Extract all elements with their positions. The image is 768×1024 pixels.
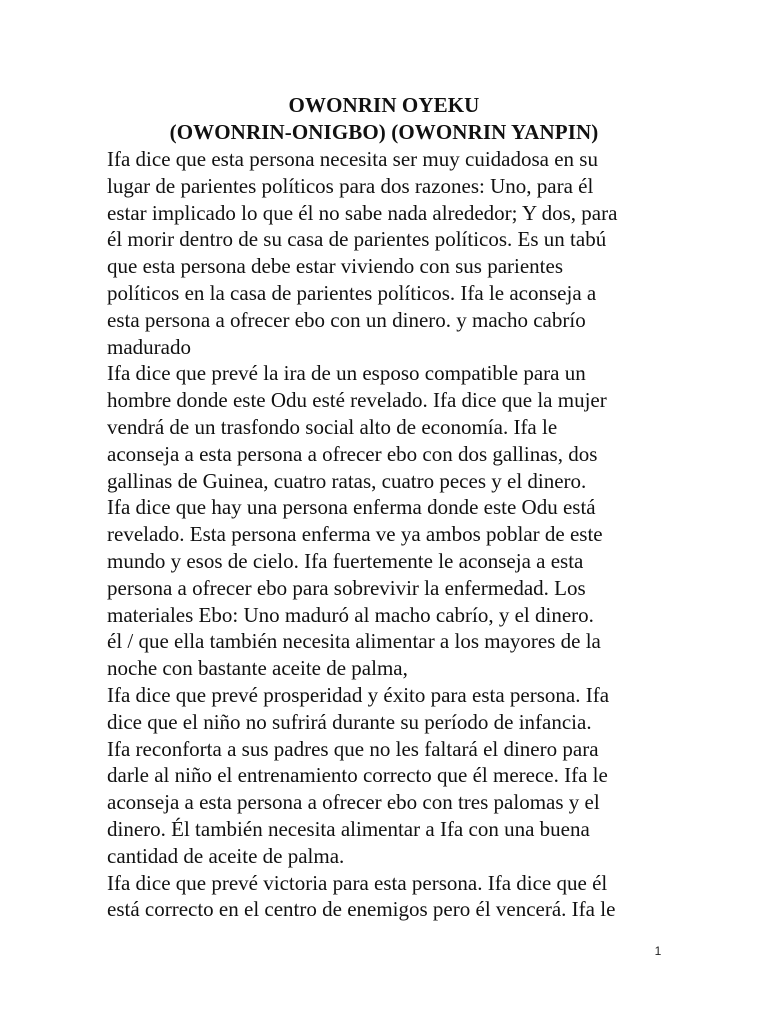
text-line: mundo y esos de cielo. Ifa fuertemente le aconseja a esta	[107, 548, 584, 573]
text-line: vendrá de un trasfondo social alto de economía. Ifa le	[107, 414, 558, 439]
subtitle-line: (OWONRIN-ONIGBO) (OWONRIN YANPIN)	[169, 120, 599, 144]
text-line: aconseja a esta persona a ofrecer ebo con tres palomas y el	[107, 790, 600, 815]
document-title	[0, 92, 768, 146]
text-line: lugar de parientes políticos para dos razones: Uno, para él	[107, 173, 594, 198]
text-line: estar implicado lo que él no sabe nada alrededor; Y dos, para	[107, 200, 618, 225]
text-line: hombre donde este Odu esté revelado. Ifa dice que la mujer	[107, 388, 607, 413]
body-text	[107, 146, 667, 923]
text-line: madurado	[107, 334, 191, 359]
text-line: que esta persona debe estar viviendo con sus parientes	[107, 254, 564, 279]
text-line: materiales Ebo: Uno maduró al macho cabrío, y el dinero.	[107, 602, 594, 627]
text-line: él morir dentro de su casa de parientes políticos. Es un tabú	[107, 227, 607, 252]
text-line: persona a ofrecer ebo para sobrevivir la enfermedad. Los	[107, 575, 586, 600]
text-line: revelado. Esta persona enferma ve ya ambos poblar de este	[107, 522, 603, 547]
text-line: Ifa dice que prevé prosperidad y éxito para esta persona. Ifa	[107, 682, 610, 707]
text-line: Ifa dice que esta persona necesita ser muy cuidadosa en su	[107, 147, 598, 171]
text-line: noche con bastante aceite de palma,	[107, 656, 408, 681]
text-line: esta persona a ofrecer ebo con un dinero. y macho cabrío	[107, 307, 586, 332]
text-line: él / que ella también necesita alimentar a los mayores de la	[107, 629, 601, 654]
title-line: OWONRIN OYEKU	[288, 93, 480, 117]
text-line: aconseja a esta persona a ofrecer ebo con dos gallinas, dos	[107, 441, 598, 466]
text-line: dinero. Él también necesita alimentar a Ifa con una buena	[107, 816, 590, 841]
text-line: dice que el niño no sufrirá durante su período de infancia.	[107, 709, 592, 734]
text-line: políticos en la casa de parientes políticos. Ifa le aconseja a	[107, 280, 597, 305]
text-line: darle al niño el entrenamiento correcto que él merece. Ifa le	[107, 763, 608, 788]
text-line: Ifa dice que prevé la ira de un esposo compatible para un	[107, 361, 586, 386]
text-line: está correcto en el centro de enemigos pero él vencerá. Ifa le	[107, 897, 616, 922]
text-line: Ifa dice que hay una persona enferma donde este Odu está	[107, 495, 596, 520]
text-line: Ifa reconforta a sus padres que no les faltará el dinero para	[107, 736, 599, 761]
text-line: Ifa dice que prevé victoria para esta persona. Ifa dice que él	[107, 870, 608, 895]
page-number: 1	[654, 944, 662, 958]
text-line: cantidad de aceite de palma.	[107, 843, 345, 868]
text-line: gallinas de Guinea, cuatro ratas, cuatro peces y el dinero.	[107, 468, 587, 493]
